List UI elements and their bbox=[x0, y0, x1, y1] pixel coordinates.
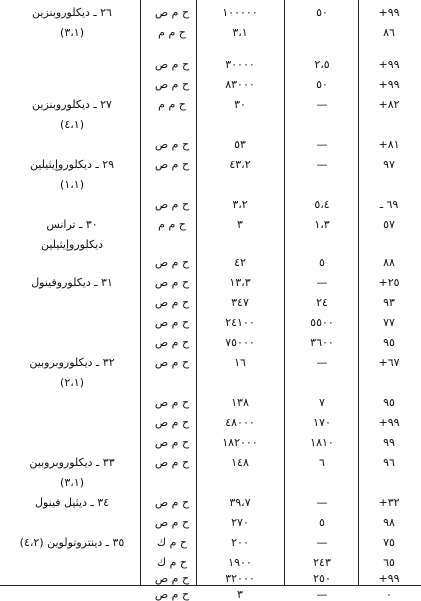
cell-type: ح م م bbox=[158, 98, 186, 111]
cell-v2: ٢٥٠ bbox=[313, 572, 331, 585]
table-bottom-border bbox=[0, 585, 421, 586]
cell-v3: ٥٧ bbox=[383, 218, 395, 231]
column-divider bbox=[140, 0, 141, 585]
cell-type: ح م ص bbox=[154, 58, 190, 71]
cell-type: ح م ص bbox=[154, 588, 190, 601]
cell-v2: — bbox=[316, 98, 328, 111]
cell-v1: ٢٤١٠٠ bbox=[225, 316, 255, 329]
cell-name: ٢٦ ـ ديكلوروبنزين bbox=[32, 6, 112, 19]
cell-v1: ٣٠ bbox=[234, 98, 246, 111]
cell-v3: +٩٩ bbox=[378, 58, 400, 71]
cell-name: ديكلوروإيثيلين bbox=[40, 238, 104, 251]
cell-v1: ٢٧٠ bbox=[231, 516, 249, 529]
cell-v1: ١٨٢٠٠٠ bbox=[222, 436, 258, 449]
cell-v2: ١٧٠ bbox=[313, 416, 331, 429]
cell-name: (٢،١) bbox=[60, 376, 84, 389]
cell-v2: ١،٣ bbox=[314, 218, 330, 231]
cell-v1: ٣٢٠٠٠ bbox=[225, 572, 255, 585]
cell-type: ح م ص bbox=[154, 198, 190, 211]
column-divider bbox=[196, 0, 197, 585]
cell-v3: ٦٥ bbox=[383, 556, 395, 569]
cell-v2: ٥ bbox=[319, 256, 325, 269]
cell-type: ح م ص bbox=[154, 256, 190, 269]
cell-v2: — bbox=[316, 588, 328, 601]
cell-type: ح م ص bbox=[154, 336, 190, 349]
cell-v2: ٢،٥ bbox=[314, 58, 330, 71]
cell-v3: +٨٢ bbox=[378, 98, 400, 111]
cell-name: ٣٥ ـ دينتروتولوين (٤،٢) bbox=[19, 536, 125, 549]
cell-v1: ٣،١ bbox=[232, 26, 248, 39]
cell-type: ح م م bbox=[158, 218, 186, 231]
cell-v2: ٥ bbox=[319, 516, 325, 529]
cell-v2: ٢٤ bbox=[316, 296, 328, 309]
cell-type: ح م ص bbox=[154, 456, 190, 469]
cell-v2: — bbox=[316, 536, 328, 549]
cell-type: ح م ص bbox=[154, 158, 190, 171]
cell-v1: ٥٣ bbox=[234, 138, 246, 151]
cell-v3: +٦٧ bbox=[378, 356, 400, 369]
cell-name: (٤،١) bbox=[60, 118, 84, 131]
cell-v2: ٦ bbox=[319, 456, 325, 469]
cell-v1: ٣ bbox=[237, 218, 243, 231]
cell-v2: ١٨١٠ bbox=[310, 436, 334, 449]
cell-v3: +٩٩ bbox=[378, 572, 400, 585]
cell-v1: ٣،٢ bbox=[232, 198, 248, 211]
cell-v3: +٢٥ bbox=[378, 276, 400, 289]
cell-v3: ٩٥ bbox=[383, 336, 395, 349]
cell-v3: ٩٥ bbox=[383, 396, 395, 409]
cell-type: ح م م bbox=[158, 26, 186, 39]
cell-v1: ١٣،٣ bbox=[229, 276, 251, 289]
cell-type: ح م ص bbox=[154, 396, 190, 409]
cell-v3: ٨٦ bbox=[383, 26, 395, 39]
cell-name: ٣٠ ـ ترانس bbox=[46, 218, 98, 231]
cell-v3: +٩٩ bbox=[378, 6, 400, 19]
cell-v3: ٩٩ bbox=[383, 436, 395, 449]
cell-type: ح م ص bbox=[154, 436, 190, 449]
cell-v2: — bbox=[316, 158, 328, 171]
cell-v3: ٨٨ bbox=[383, 256, 395, 269]
cell-type: ح م ص bbox=[154, 78, 190, 91]
column-divider bbox=[358, 0, 359, 585]
cell-name: ٣٤ ـ ديثيل فينول bbox=[34, 496, 110, 509]
cell-name: (١،١) bbox=[60, 178, 84, 191]
cell-v3: ٩٣ bbox=[383, 296, 395, 309]
cell-v3: +٣٢ bbox=[378, 496, 400, 509]
cell-v1: ١٦ bbox=[234, 356, 246, 369]
cell-v2: — bbox=[316, 138, 328, 151]
cell-v2: ٢٤٣ bbox=[313, 556, 331, 569]
cell-name: (٣،١) bbox=[60, 26, 84, 39]
cell-v1: ٣٠٠٠٠ bbox=[225, 58, 255, 71]
cell-type: ح م ص bbox=[154, 296, 190, 309]
cell-v1: ١٤٨ bbox=[231, 456, 249, 469]
cell-name: (٣،١) bbox=[60, 476, 84, 489]
cell-name: ٣٣ ـ ديكلوروبروبين bbox=[29, 456, 115, 469]
cell-type: ح م ص bbox=[154, 138, 190, 151]
cell-v2: ٣٦٠٠ bbox=[310, 336, 334, 349]
cell-type: ح م ص bbox=[154, 516, 190, 529]
cell-v2: ٥،٤ bbox=[314, 198, 330, 211]
cell-type: ح م ص bbox=[154, 496, 190, 509]
cell-v3: ٠ bbox=[386, 588, 392, 601]
cell-v1: ٤٣،٢ bbox=[229, 158, 251, 171]
cell-v1: ١٣٨ bbox=[231, 396, 249, 409]
cell-name: ٣٢ ـ ديكلوروبروبين bbox=[29, 356, 115, 369]
cell-name: ٢٧ ـ ديكلوروبنزين bbox=[32, 98, 112, 111]
cell-v1: ١٠٠٠٠٠ bbox=[222, 6, 258, 19]
cell-v3: ٧٧ bbox=[383, 316, 395, 329]
cell-v3: ٩٨ bbox=[383, 516, 395, 529]
cell-v3: ٩٦ bbox=[383, 456, 395, 469]
cell-v2: — bbox=[316, 356, 328, 369]
cell-v3: ٩٧ bbox=[383, 158, 395, 171]
cell-v2: ٧ bbox=[319, 396, 325, 409]
cell-name: ٣١ ـ ديكلوروفينول bbox=[31, 276, 113, 289]
cell-v2: — bbox=[316, 496, 328, 509]
cell-v3: ٦٩ ـ bbox=[379, 198, 399, 211]
cell-name: ٢٩ ـ ديكلوروإيثيلين bbox=[29, 158, 115, 171]
cell-v3: +٩٩ bbox=[378, 78, 400, 91]
cell-v2: ٥٠ bbox=[316, 6, 328, 19]
cell-type: ح م ك bbox=[157, 556, 187, 569]
cell-v1: ٣٤٧ bbox=[231, 296, 249, 309]
cell-v1: ٤٨٠٠٠ bbox=[225, 416, 255, 429]
cell-type: ح م ص bbox=[154, 276, 190, 289]
cell-v1: ٨٣٠٠٠ bbox=[225, 78, 255, 91]
column-divider bbox=[284, 0, 285, 585]
cell-v3: +٩٩ bbox=[378, 416, 400, 429]
cell-type: ح م ص bbox=[154, 572, 190, 585]
cell-v1: ٣٩،٧ bbox=[229, 496, 251, 509]
cell-v1: ١٩٠٠ bbox=[228, 556, 252, 569]
cell-type: ح م ص bbox=[154, 416, 190, 429]
cell-v1: ٤٢ bbox=[234, 256, 246, 269]
cell-v3: ٧٥ bbox=[383, 536, 395, 549]
cell-v1: ٧٥٠٠٠ bbox=[225, 336, 255, 349]
cell-type: ح م ص bbox=[154, 356, 190, 369]
cell-type: ح م ص bbox=[154, 316, 190, 329]
cell-v2: ٥٥٠٠ bbox=[310, 316, 334, 329]
cell-v2: — bbox=[316, 276, 328, 289]
cell-v1: ٣ bbox=[237, 588, 243, 601]
cell-v2: ٥٠ bbox=[316, 78, 328, 91]
cell-type: ح م ص bbox=[154, 6, 190, 19]
cell-type: ح م ك bbox=[157, 536, 187, 549]
cell-v3: +٨١ bbox=[378, 138, 400, 151]
cell-v1: ٢٠٠ bbox=[231, 536, 249, 549]
